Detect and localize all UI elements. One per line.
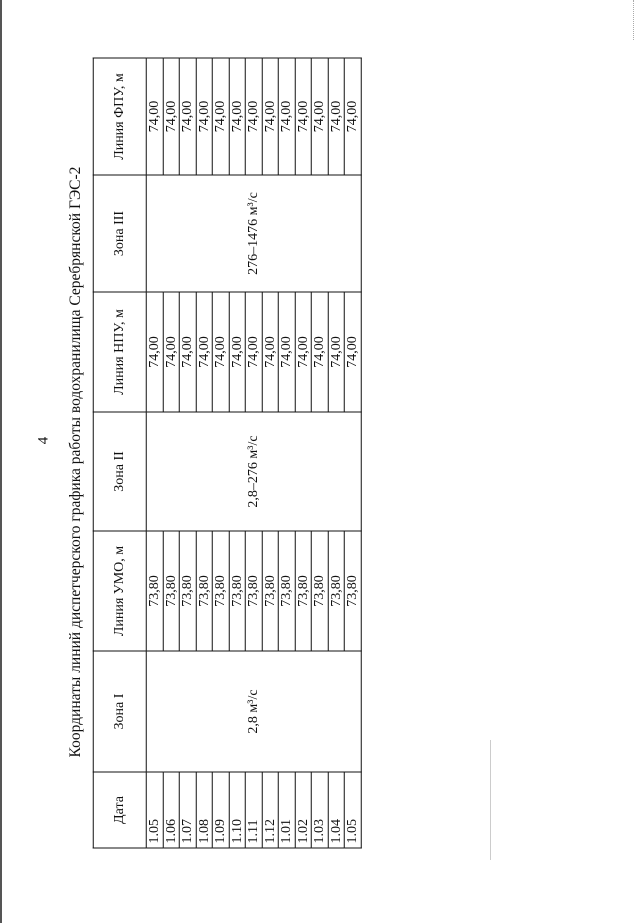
- header-row: [93, 58, 146, 848]
- cell-umo: 73,80: [212, 531, 229, 651]
- cell-date: 1.07: [179, 772, 196, 848]
- cell-zone3: 276–1476 м³/с: [146, 175, 361, 292]
- cell-date: 1.06: [162, 772, 179, 848]
- cell-npu: 74,00: [261, 292, 278, 412]
- cell-date: 1.11: [245, 772, 262, 848]
- cell-date: 1.04: [327, 772, 344, 848]
- table-container: [99, 58, 360, 848]
- cell-date: 1.12: [261, 772, 278, 848]
- cell-fpu: 74,00: [261, 58, 278, 175]
- cell-date: 1.05: [146, 772, 163, 848]
- page-number: 4: [35, 436, 52, 445]
- header-date: Дата: [93, 772, 146, 848]
- cell-umo: 73,80: [311, 531, 328, 651]
- cell-fpu: 74,00: [212, 58, 229, 175]
- cell-fpu: 74,00: [146, 58, 163, 175]
- cell-npu: 74,00: [344, 292, 361, 412]
- header-fpu: Линия ФПУ, м: [93, 58, 146, 175]
- cell-npu: 74,00: [245, 292, 262, 412]
- cell-npu: 74,00: [146, 292, 163, 412]
- cell-umo: 73,80: [294, 531, 311, 651]
- cell-fpu: 74,00: [228, 58, 245, 175]
- cell-npu: 74,00: [327, 292, 344, 412]
- cell-fpu: 74,00: [294, 58, 311, 175]
- cell-fpu: 74,00: [311, 58, 328, 175]
- cell-npu: 74,00: [294, 292, 311, 412]
- cell-date: 1.09: [212, 772, 229, 848]
- document-title: Координаты линий диспетчерского графика работы водохранилища Серебрянской ГЭС-2: [67, 166, 84, 758]
- cell-fpu: 74,00: [278, 58, 295, 175]
- cell-umo: 73,80: [278, 531, 295, 651]
- coordinates-table: [92, 58, 361, 849]
- page-right-edge-marks: [632, 0, 634, 40]
- header-zone2: Зона II: [93, 412, 146, 531]
- cell-fpu: 74,00: [195, 58, 212, 175]
- cell-umo: 73,80: [179, 531, 196, 651]
- cell-umo: 73,80: [146, 531, 163, 651]
- cell-umo: 73,80: [344, 531, 361, 651]
- cell-date: 1.02: [294, 772, 311, 848]
- cell-date: 1.08: [195, 772, 212, 848]
- cell-npu: 74,00: [195, 292, 212, 412]
- cell-npu: 74,00: [162, 292, 179, 412]
- header-zone3: Зона III: [93, 175, 146, 292]
- cell-umo: 73,80: [162, 531, 179, 651]
- cell-npu: 74,00: [179, 292, 196, 412]
- cell-fpu: 74,00: [162, 58, 179, 175]
- cell-date: 1.05: [344, 772, 361, 848]
- cell-umo: 73,80: [245, 531, 262, 651]
- scan-artifact-line: [490, 740, 491, 860]
- page-left-edge: [0, 0, 2, 923]
- cell-npu: 74,00: [228, 292, 245, 412]
- table-row: [146, 58, 163, 848]
- cell-npu: 74,00: [212, 292, 229, 412]
- cell-fpu: 74,00: [327, 58, 344, 175]
- cell-umo: 73,80: [228, 531, 245, 651]
- cell-zone2: 2,8–276 м³/с: [146, 412, 361, 531]
- header-umo: Линия УМО, м: [93, 531, 146, 651]
- cell-fpu: 74,00: [344, 58, 361, 175]
- cell-npu: 74,00: [311, 292, 328, 412]
- cell-umo: 73,80: [195, 531, 212, 651]
- cell-umo: 73,80: [261, 531, 278, 651]
- cell-npu: 74,00: [278, 292, 295, 412]
- cell-date: 1.01: [278, 772, 295, 848]
- cell-fpu: 74,00: [245, 58, 262, 175]
- cell-fpu: 74,00: [179, 58, 196, 175]
- cell-umo: 73,80: [327, 531, 344, 651]
- header-zone1: Зона I: [93, 651, 146, 772]
- header-npu: Линия НПУ, м: [93, 292, 146, 412]
- cell-date: 1.03: [311, 772, 328, 848]
- cell-zone1: 2,8 м³/с: [146, 651, 361, 772]
- table-body: [146, 58, 361, 848]
- cell-date: 1.10: [228, 772, 245, 848]
